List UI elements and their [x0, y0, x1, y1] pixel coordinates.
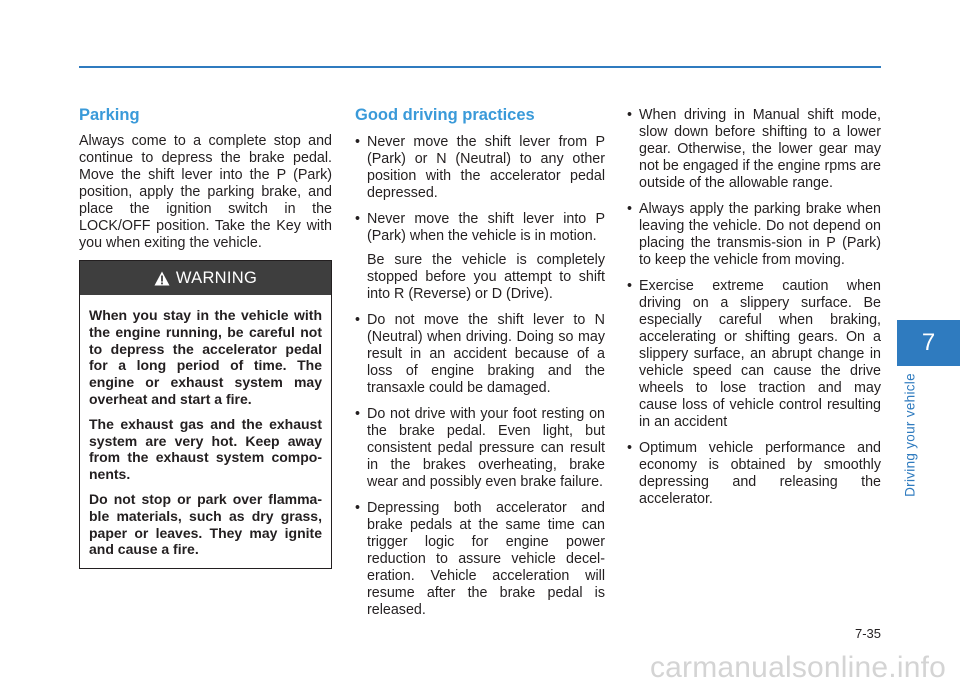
chapter-tab: 7: [897, 320, 960, 366]
list-item: • Never move the shift lever into P (Park) when the vehicle is in motion. Be sure the vehicle is completely stopped before you attempt to shift into R (Reverse) or D (Drive).: [355, 211, 605, 303]
good-driving-section: [355, 107, 605, 628]
warning-body: [80, 295, 331, 558]
list-item: • When driving in Manual shift mode, slow down before shifting to a lower gear. Otherwise, the lower gear may not be engaged if the engine rpms are outside of the allowable range.: [627, 107, 881, 192]
good-driving-heading: Good driving practices: [355, 106, 535, 124]
warning-box: [79, 260, 332, 569]
chapter-side-label: [898, 372, 922, 498]
warning-paragraph: Do not stop or park over flamma-ble materials, such as dry grass, paper or leaves. They may ignite and cause a fire.: [89, 490, 322, 558]
warning-paragraph: The exhaust gas and the exhaust system are very hot. Keep away from the exhaust system compo-nents.: [89, 415, 322, 483]
list-item: • Depressing both accelerator and brake pedals at the same time can trigger logic for engine power reduction to assure vehicle decel-eration. Vehicle acceleration will resume after the brake pedal is released.: [355, 500, 605, 619]
warning-triangle-icon: [154, 271, 170, 286]
parking-heading: Parking: [79, 106, 140, 124]
page-number: 7-35: [854, 626, 881, 641]
list-item: • Always apply the parking brake when leaving the vehicle. Do not depend on placing the transmis-sion in P (Park) to keep the vehicle from moving.: [627, 201, 881, 269]
good-driving-list: [355, 134, 605, 619]
warning-header: [80, 261, 331, 295]
sub-note: Be sure the vehicle is completely stopped before you attempt to shift into R (Reverse) or D (Drive).: [367, 252, 605, 302]
top-rule: [79, 66, 881, 68]
chapter-label: Driving your vehicle: [902, 373, 918, 497]
parking-section: [79, 107, 332, 252]
list-item: • Exercise extreme caution when driving on a slippery surface. Be especially careful when braking, accelerating or shifting gears. On a slippery surface, an abrupt change in vehicle speed can cause the drive wheels to lose traction and may cause loss of vehicle control resulting in an accident: [627, 278, 881, 431]
list-item: • Do not drive with your foot resting on the brake pedal. Even light, but consistent pedal pressure can result in the brakes overheating, brake wear and possibly even brake failure.: [355, 406, 605, 491]
good-driving-continued: [627, 107, 881, 517]
watermark: carmanualsonline.info: [649, 651, 946, 684]
warning-paragraph: When you stay in the vehicle with the engine running, be careful not to depress the accelerator pedal for a long period of time. The engine or exhaust system may overheat and start a fire.: [89, 307, 322, 407]
parking-text: Always come to a complete stop and continue to depress the brake pedal. Move the shift lever into the P (Park) position, apply the parking brake, and place the ignition switch in the LOCK/OFF position. Take the Key with you when exiting the vehicle.: [79, 133, 332, 251]
warning-label: WARNING: [175, 268, 258, 287]
list-item: • Do not move the shift lever to N (Neutral) when driving. Doing so may result in an accident because of a loss of engine braking and the transaxle could be damaged.: [355, 312, 605, 397]
list-item: • Never move the shift lever from P (Park) or N (Neutral) to any other position with the accelerator pedal depressed.: [355, 134, 605, 202]
good-driving-list: [627, 107, 881, 508]
list-item: • Optimum vehicle performance and economy is obtained by smoothly depressing and releasing the accelerator.: [627, 440, 881, 508]
